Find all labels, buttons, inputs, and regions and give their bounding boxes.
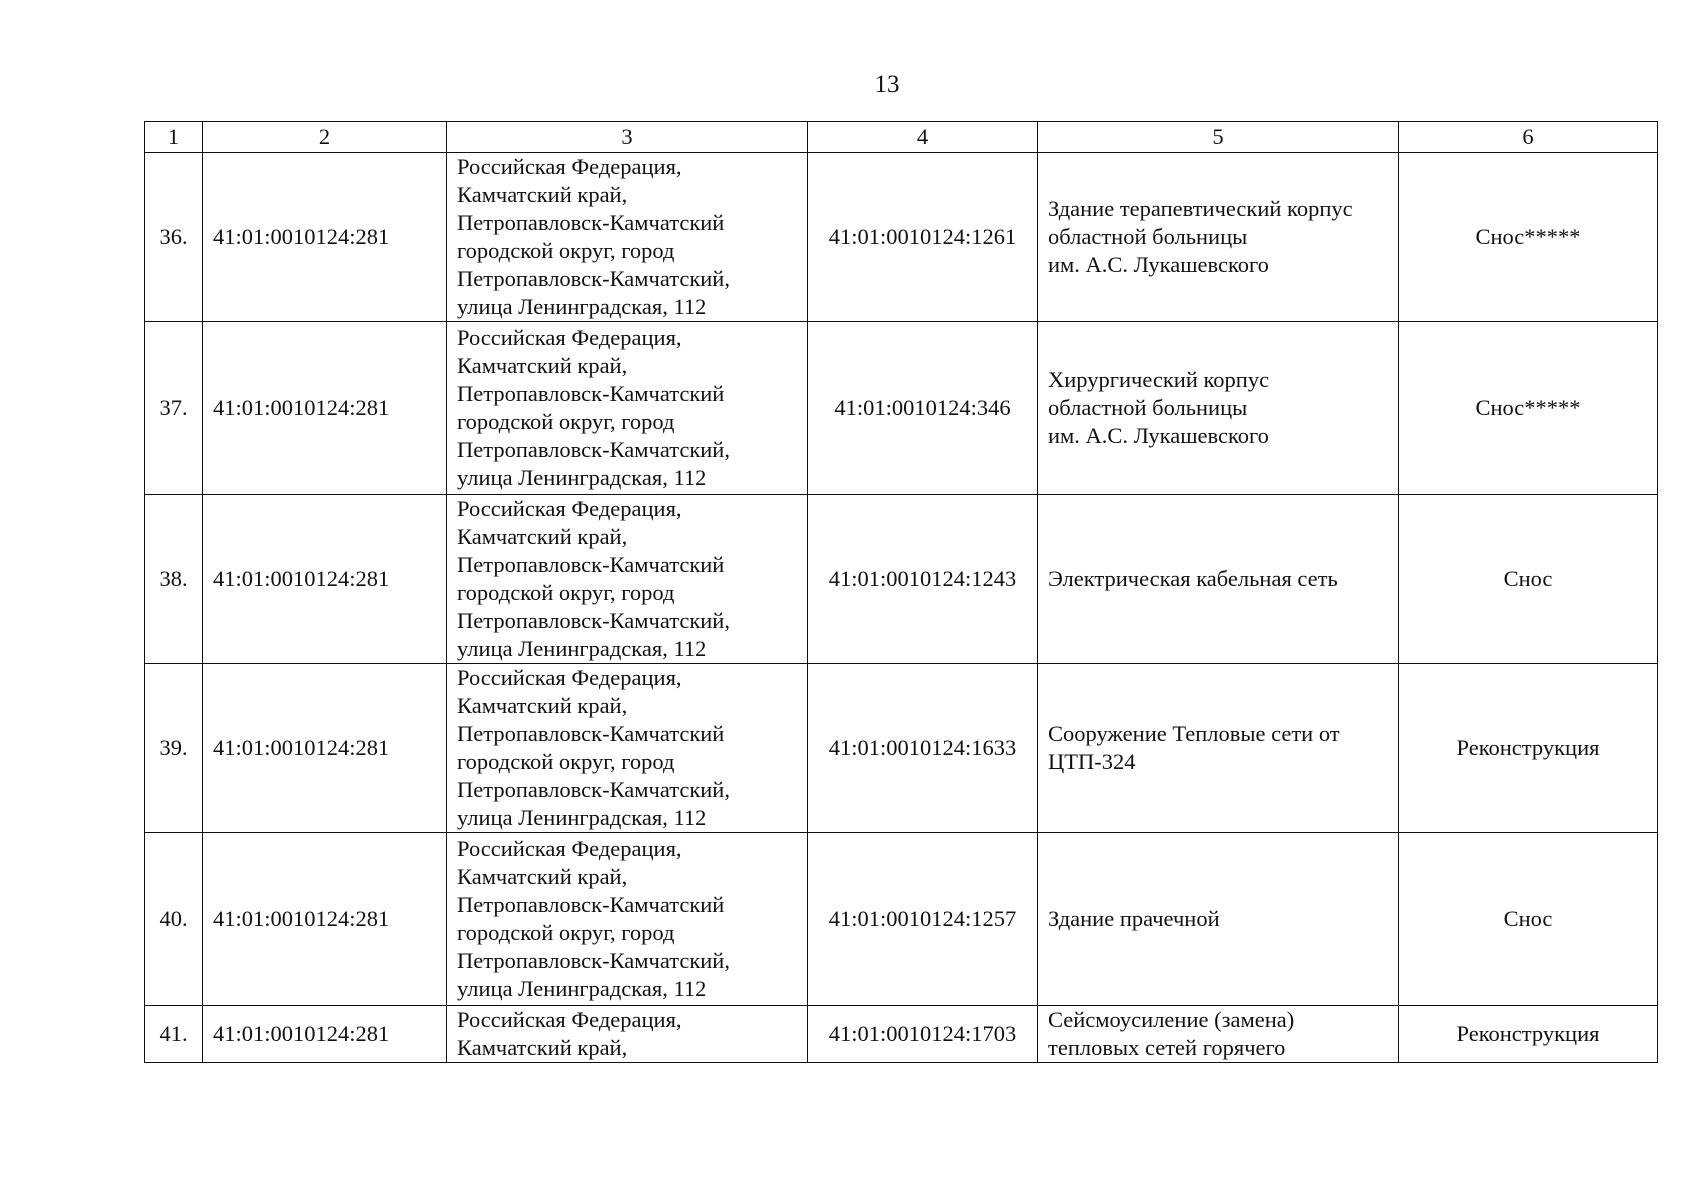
address-line: Российская Федерация, [457, 665, 682, 690]
address-line: улица Ленинградская, 112 [457, 805, 707, 830]
address-line: улица Ленинградская, 112 [457, 636, 707, 661]
address-line: Петропавловск-Камчатский [457, 552, 725, 577]
address-line: Петропавловск-Камчатский [457, 210, 725, 235]
parcel-number: 41:01:0010124:281 [203, 833, 447, 1006]
address-cell [447, 322, 808, 495]
address-line: Петропавловск-Камчатский [457, 381, 725, 406]
address-cell [447, 833, 808, 1006]
page-number: 13 [874, 71, 900, 98]
parcel-number: 41:01:0010124:281 [203, 495, 447, 664]
table-row [145, 664, 1658, 833]
address-line: Российская Федерация, [457, 154, 682, 179]
row-number: 37. [145, 322, 203, 495]
object-name-line: тепловых сетей горячего [1048, 1035, 1286, 1060]
parcel-number: 41:01:0010124:281 [203, 1006, 447, 1063]
object-name-cell [1038, 153, 1399, 322]
action-cell: Реконструкция [1399, 664, 1658, 833]
object-number: 41:01:0010124:1261 [808, 153, 1038, 322]
parcel-number: 41:01:0010124:281 [203, 322, 447, 495]
object-name-line: Здание терапевтический корпус [1048, 196, 1353, 221]
address-line: Камчатский край, [457, 864, 628, 889]
table-row [145, 153, 1658, 322]
address-line: Российская Федерация, [457, 496, 682, 521]
table-row [145, 322, 1658, 495]
row-number: 40. [145, 833, 203, 1006]
column-header: 5 [1038, 122, 1399, 153]
column-header: 2 [203, 122, 447, 153]
action-cell: Реконструкция [1399, 1006, 1658, 1063]
action-cell: Снос [1399, 833, 1658, 1006]
address-line: городской округ, город [457, 749, 675, 774]
object-name-line: Сооружение Тепловые сети от [1048, 721, 1340, 746]
address-line: улица Ленинградская, 112 [457, 294, 707, 319]
address-line: городской округ, город [457, 920, 675, 945]
address-line: Российская Федерация, [457, 836, 682, 861]
object-name-line: им. А.С. Лукашевского [1048, 423, 1269, 448]
object-name-line: Электрическая кабельная сеть [1048, 566, 1338, 591]
object-name-line: Сейсмоусиление (замена) [1048, 1007, 1295, 1032]
object-name-line: им. А.С. Лукашевского [1048, 252, 1269, 277]
address-cell [447, 664, 808, 833]
parcel-number: 41:01:0010124:281 [203, 153, 447, 322]
address-line: Петропавловск-Камчатский [457, 721, 725, 746]
address-line: Петропавловск-Камчатский, [457, 437, 730, 462]
address-line: Петропавловск-Камчатский [457, 892, 725, 917]
address-line: городской округ, город [457, 238, 675, 263]
object-number: 41:01:0010124:346 [808, 322, 1038, 495]
table-row [145, 495, 1658, 664]
address-line: Российская Федерация, [457, 1007, 682, 1032]
object-number: 41:01:0010124:1633 [808, 664, 1038, 833]
object-number: 41:01:0010124:1257 [808, 833, 1038, 1006]
object-name-line: областной больницы [1048, 395, 1248, 420]
table-row [145, 1006, 1658, 1063]
object-name-cell [1038, 833, 1399, 1006]
address-line: улица Ленинградская, 112 [457, 976, 707, 1001]
parcel-number: 41:01:0010124:281 [203, 664, 447, 833]
address-line: городской округ, город [457, 409, 675, 434]
column-header: 1 [145, 122, 203, 153]
object-number: 41:01:0010124:1703 [808, 1006, 1038, 1063]
row-number: 38. [145, 495, 203, 664]
action-cell: Снос***** [1399, 153, 1658, 322]
address-line: Камчатский край, [457, 1035, 628, 1060]
row-number: 41. [145, 1006, 203, 1063]
address-line: улица Ленинградская, 112 [457, 465, 707, 490]
address-cell [447, 1006, 808, 1063]
object-name-cell [1038, 322, 1399, 495]
table-row [145, 833, 1658, 1006]
address-line: Российская Федерация, [457, 325, 682, 350]
object-name-cell [1038, 664, 1399, 833]
object-number: 41:01:0010124:1243 [808, 495, 1038, 664]
object-name-cell [1038, 495, 1399, 664]
address-line: Камчатский край, [457, 524, 628, 549]
object-name-line: областной больницы [1048, 224, 1248, 249]
action-cell: Снос***** [1399, 322, 1658, 495]
address-line: Камчатский край, [457, 693, 628, 718]
column-header: 4 [808, 122, 1038, 153]
row-number: 36. [145, 153, 203, 322]
table-header-row [145, 122, 1658, 153]
column-header: 3 [447, 122, 808, 153]
address-cell [447, 153, 808, 322]
row-number: 39. [145, 664, 203, 833]
object-name-line: ЦТП-324 [1048, 749, 1136, 774]
action-cell: Снос [1399, 495, 1658, 664]
objects-table [144, 121, 1658, 1063]
address-line: Камчатский край, [457, 353, 628, 378]
object-name-cell [1038, 1006, 1399, 1063]
address-line: Петропавловск-Камчатский, [457, 608, 730, 633]
address-line: Петропавловск-Камчатский, [457, 266, 730, 291]
address-cell [447, 495, 808, 664]
object-name-line: Здание прачечной [1048, 906, 1220, 931]
address-line: городской округ, город [457, 580, 675, 605]
address-line: Петропавловск-Камчатский, [457, 777, 730, 802]
address-line: Петропавловск-Камчатский, [457, 948, 730, 973]
address-line: Камчатский край, [457, 182, 628, 207]
object-name-line: Хирургический корпус [1048, 367, 1270, 392]
column-header: 6 [1399, 122, 1658, 153]
